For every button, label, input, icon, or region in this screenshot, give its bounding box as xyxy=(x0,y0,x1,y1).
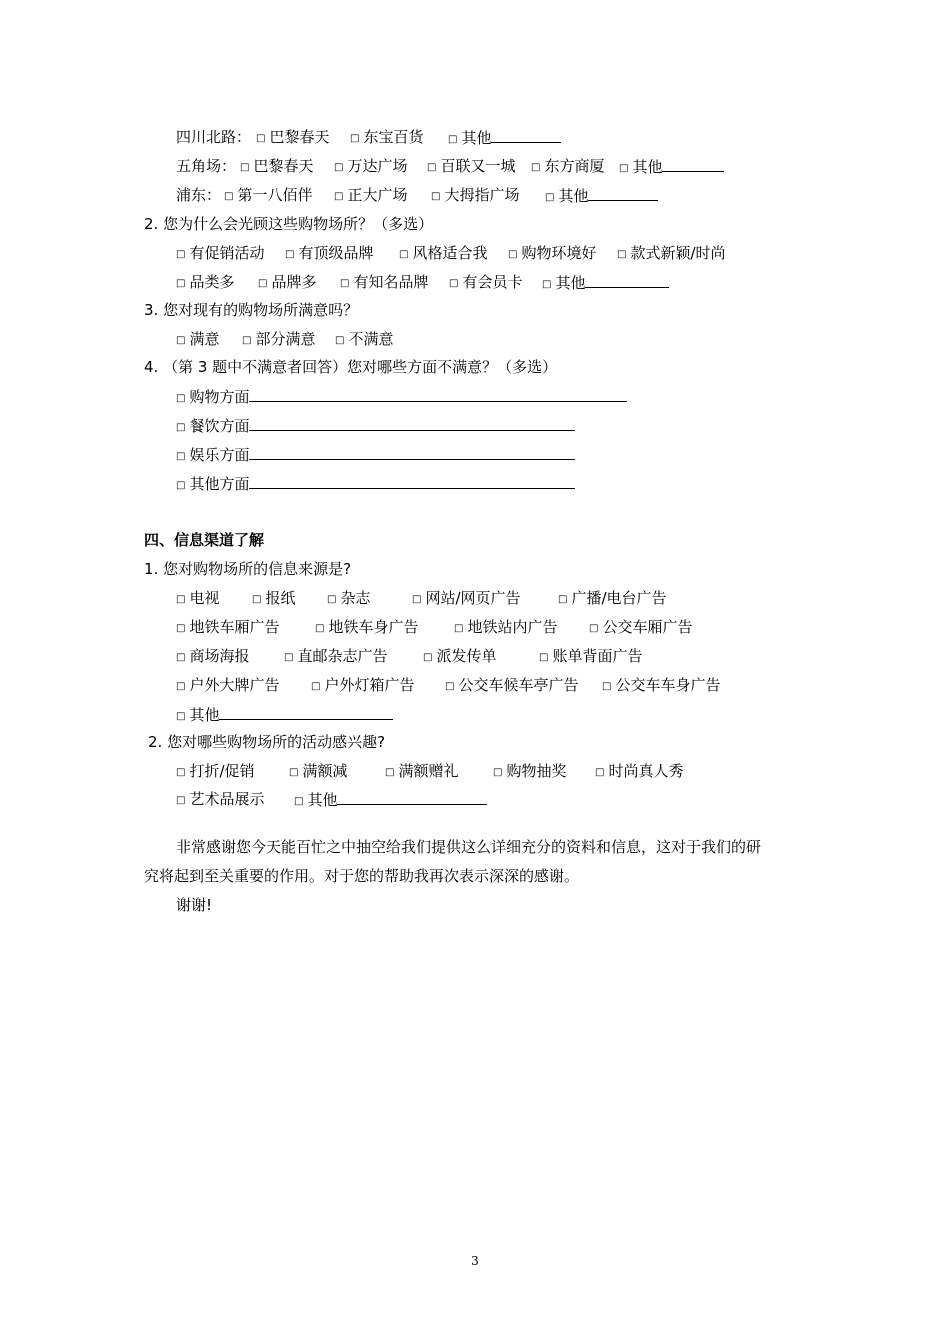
checkbox-option-other[interactable]: □ 其他 xyxy=(294,789,487,813)
checkbox-icon[interactable]: □ xyxy=(176,594,186,605)
options-row xyxy=(176,588,876,608)
checkbox-icon[interactable]: □ xyxy=(240,162,250,173)
checkbox-option[interactable]: □ 有会员卡 xyxy=(449,272,522,295)
checkbox-icon[interactable]: □ xyxy=(423,652,433,663)
checkbox-icon[interactable]: □ xyxy=(315,623,325,634)
checkbox-icon[interactable]: □ xyxy=(619,163,629,174)
checkbox-icon[interactable]: □ xyxy=(539,652,549,663)
checkbox-icon[interactable]: □ xyxy=(334,162,344,173)
checkbox-icon[interactable]: □ xyxy=(385,767,395,778)
options-row xyxy=(176,415,876,435)
checkbox-option[interactable]: □ 报纸 xyxy=(252,588,295,611)
location-label: 五角场： xyxy=(176,157,237,175)
checkbox-option[interactable]: □ 部分满意 xyxy=(242,329,315,352)
checkbox-option[interactable]: □ 账单背面广告 xyxy=(539,646,642,669)
checkbox-icon[interactable]: □ xyxy=(431,191,441,202)
fill-in-blank[interactable] xyxy=(249,415,575,431)
checkbox-icon[interactable]: □ xyxy=(176,335,186,346)
checkbox-option[interactable]: □ 万达广场 xyxy=(334,156,407,179)
checkbox-icon[interactable]: □ xyxy=(176,278,186,289)
checkbox-option[interactable]: □ 户外大牌广告 xyxy=(176,675,279,698)
question-title: 4. （第 3 题中不满意者回答）您对哪些方面不满意？（多选） xyxy=(144,358,558,376)
checkbox-icon[interactable]: □ xyxy=(294,796,304,807)
checkbox-icon[interactable]: □ xyxy=(176,623,186,634)
checkbox-icon[interactable]: □ xyxy=(340,278,350,289)
checkbox-option[interactable]: □ 品类多 xyxy=(176,272,234,295)
checkbox-option[interactable]: □ 巴黎春天 xyxy=(240,156,313,179)
checkbox-option[interactable]: □ 东宝百货 xyxy=(350,127,423,150)
checkbox-option[interactable]: □ 商场海报 xyxy=(176,646,249,669)
checkbox-option-other[interactable]: □ 其他 xyxy=(542,272,669,296)
checkbox-option[interactable]: □ 直邮杂志广告 xyxy=(284,646,387,669)
checkbox-icon[interactable]: □ xyxy=(176,480,186,491)
location-label: 四川北路： xyxy=(176,128,252,146)
checkbox-icon[interactable]: □ xyxy=(256,133,266,144)
checkbox-icon[interactable]: □ xyxy=(334,191,344,202)
checkbox-option[interactable]: □ 地铁车厢广告 xyxy=(176,617,279,640)
fill-in-blank[interactable] xyxy=(585,272,669,288)
checkbox-icon[interactable]: □ xyxy=(449,278,459,289)
checkbox-icon[interactable]: □ xyxy=(311,681,321,692)
checkbox-option[interactable]: □ 大拇指广场 xyxy=(431,185,519,208)
checkbox-icon[interactable]: □ xyxy=(448,134,458,145)
options-row xyxy=(176,386,876,406)
checkbox-icon[interactable]: □ xyxy=(350,133,360,144)
checkbox-icon[interactable]: □ xyxy=(445,681,455,692)
checkbox-option[interactable]: □ 公交车厢广告 xyxy=(589,617,692,640)
checkbox-option[interactable]: □ 有促销活动 xyxy=(176,243,264,266)
question-title: 2. 您对哪些购物场所的活动感兴趣? xyxy=(148,733,386,751)
checkbox-option[interactable]: □ 购物方面 xyxy=(176,386,627,410)
checkbox-icon[interactable]: □ xyxy=(602,681,612,692)
checkbox-option[interactable]: □ 东方商厦 xyxy=(531,156,604,179)
checkbox-option[interactable]: □ 艺术品展示 xyxy=(176,789,264,812)
location-label: 浦东： xyxy=(176,186,222,204)
options-row xyxy=(176,243,876,263)
checkbox-option[interactable]: □ 娱乐方面 xyxy=(176,444,575,468)
checkbox-icon[interactable]: □ xyxy=(176,711,186,722)
page-number: 3 xyxy=(471,1254,479,1268)
checkbox-option[interactable]: □ 风格适合我 xyxy=(399,243,487,266)
checkbox-option[interactable]: □ 地铁车身广告 xyxy=(315,617,418,640)
checkbox-icon[interactable]: □ xyxy=(258,278,268,289)
checkbox-option[interactable]: □ 购物环境好 xyxy=(508,243,596,266)
checkbox-option[interactable]: □ 杂志 xyxy=(327,588,370,611)
checkbox-option[interactable]: □ 打折/促销 xyxy=(176,761,255,784)
location-row-wujiaochang xyxy=(176,156,876,176)
checkbox-option[interactable]: □ 公交车车身广告 xyxy=(602,675,720,698)
checkbox-icon[interactable]: □ xyxy=(176,681,186,692)
checkbox-option[interactable]: □ 满意 xyxy=(176,329,219,352)
checkbox-option[interactable]: □ 餐饮方面 xyxy=(176,415,575,439)
fill-in-blank[interactable] xyxy=(249,444,575,460)
closing-line-1: 非常感谢您今天能百忙之中抽空给我们提供这么详细充分的资料和信息，这对于我们的研 xyxy=(176,838,762,856)
fill-in-blank[interactable] xyxy=(337,789,487,805)
location-row-pudong xyxy=(176,185,876,205)
checkbox-icon[interactable]: □ xyxy=(252,594,262,605)
fill-in-blank[interactable] xyxy=(249,473,575,489)
checkbox-option[interactable]: □ 购物抽奖 xyxy=(493,761,566,784)
options-row xyxy=(176,761,876,781)
checkbox-option[interactable]: □ 其他方面 xyxy=(176,473,575,497)
checkbox-icon[interactable]: □ xyxy=(617,249,627,260)
checkbox-option-other[interactable]: □ 其他 xyxy=(176,704,393,728)
checkbox-option[interactable]: □ 网站/网页广告 xyxy=(412,588,521,611)
location-row-sichuan xyxy=(176,127,876,147)
checkbox-option[interactable]: □ 电视 xyxy=(176,588,219,611)
checkbox-option[interactable]: □ 百联又一城 xyxy=(427,156,515,179)
checkbox-icon[interactable]: □ xyxy=(285,249,295,260)
checkbox-icon[interactable]: □ xyxy=(176,652,186,663)
checkbox-icon[interactable]: □ xyxy=(176,767,186,778)
options-row xyxy=(176,272,876,292)
checkbox-option[interactable]: □ 款式新颖/时尚 xyxy=(617,243,726,266)
options-row xyxy=(176,675,876,695)
fill-in-blank[interactable] xyxy=(249,386,627,402)
checkbox-icon[interactable]: □ xyxy=(493,767,503,778)
fill-in-blank[interactable] xyxy=(588,185,658,201)
options-row xyxy=(176,444,876,464)
question-title: 3. 您对现有的购物场所满意吗？ xyxy=(144,301,359,319)
checkbox-option[interactable]: □ 广播/电台广告 xyxy=(558,588,667,611)
options-row xyxy=(176,646,876,666)
options-row xyxy=(176,789,876,809)
checkbox-icon[interactable]: □ xyxy=(224,191,234,202)
options-row xyxy=(176,704,876,724)
fill-in-blank[interactable] xyxy=(662,156,724,172)
checkbox-option[interactable]: □ 户外灯箱广告 xyxy=(311,675,414,698)
checkbox-option[interactable]: □ 派发传单 xyxy=(423,646,496,669)
options-row xyxy=(176,617,876,637)
checkbox-icon[interactable]: □ xyxy=(176,422,186,433)
checkbox-option[interactable]: □ 满额赠礼 xyxy=(385,761,458,784)
checkbox-icon[interactable]: □ xyxy=(508,249,518,260)
checkbox-option[interactable]: □ 有知名品牌 xyxy=(340,272,428,295)
checkbox-icon[interactable]: □ xyxy=(242,335,252,346)
checkbox-option-other[interactable]: □ 其他 xyxy=(619,156,724,180)
checkbox-icon[interactable]: □ xyxy=(289,767,299,778)
question-title: 1. 您对购物场所的信息来源是? xyxy=(144,560,352,578)
section-heading: 四、信息渠道了解 xyxy=(144,531,265,549)
checkbox-icon[interactable]: □ xyxy=(427,162,437,173)
checkbox-option[interactable]: □ 时尚真人秀 xyxy=(595,761,683,784)
checkbox-option[interactable]: □ 满额减 xyxy=(289,761,347,784)
checkbox-option[interactable]: □ 正大广场 xyxy=(334,185,407,208)
closing-thanks: 谢谢! xyxy=(176,896,213,914)
checkbox-icon[interactable]: □ xyxy=(176,795,186,806)
checkbox-option[interactable]: □ 不满意 xyxy=(335,329,393,352)
options-row xyxy=(176,473,876,493)
fill-in-blank[interactable] xyxy=(219,704,393,720)
checkbox-option-other[interactable]: □ 其他 xyxy=(448,127,561,151)
checkbox-option[interactable]: □ 地铁站内广告 xyxy=(454,617,557,640)
checkbox-icon[interactable]: □ xyxy=(454,623,464,634)
checkbox-icon[interactable]: □ xyxy=(176,393,186,404)
checkbox-icon[interactable]: □ xyxy=(542,279,552,290)
checkbox-icon[interactable]: □ xyxy=(327,594,337,605)
checkbox-icon[interactable]: □ xyxy=(545,192,555,203)
checkbox-option[interactable]: □ 公交车候车亭广告 xyxy=(445,675,578,698)
checkbox-icon[interactable]: □ xyxy=(399,249,409,260)
checkbox-option[interactable]: □ 有顶级品牌 xyxy=(285,243,373,266)
checkbox-icon[interactable]: □ xyxy=(284,652,294,663)
fill-in-blank[interactable] xyxy=(491,127,561,143)
question-title: 2. 您为什么会光顾这些购物场所？（多选） xyxy=(144,215,434,233)
checkbox-icon[interactable]: □ xyxy=(589,623,599,634)
checkbox-icon[interactable]: □ xyxy=(176,249,186,260)
closing-line-2: 究将起到至关重要的作用。对于您的帮助我再次表示深深的感谢。 xyxy=(144,867,580,885)
checkbox-icon[interactable]: □ xyxy=(335,335,345,346)
checkbox-icon[interactable]: □ xyxy=(531,162,541,173)
checkbox-option-other[interactable]: □ 其他 xyxy=(545,185,658,209)
checkbox-icon[interactable]: □ xyxy=(595,767,605,778)
checkbox-icon[interactable]: □ xyxy=(176,451,186,462)
checkbox-icon[interactable]: □ xyxy=(412,594,422,605)
checkbox-icon[interactable]: □ xyxy=(558,594,568,605)
checkbox-option[interactable]: □ 第一八佰伴 xyxy=(224,185,312,208)
checkbox-option[interactable]: □ 巴黎春天 xyxy=(256,127,329,150)
options-row xyxy=(176,329,876,349)
checkbox-option[interactable]: □ 品牌多 xyxy=(258,272,316,295)
